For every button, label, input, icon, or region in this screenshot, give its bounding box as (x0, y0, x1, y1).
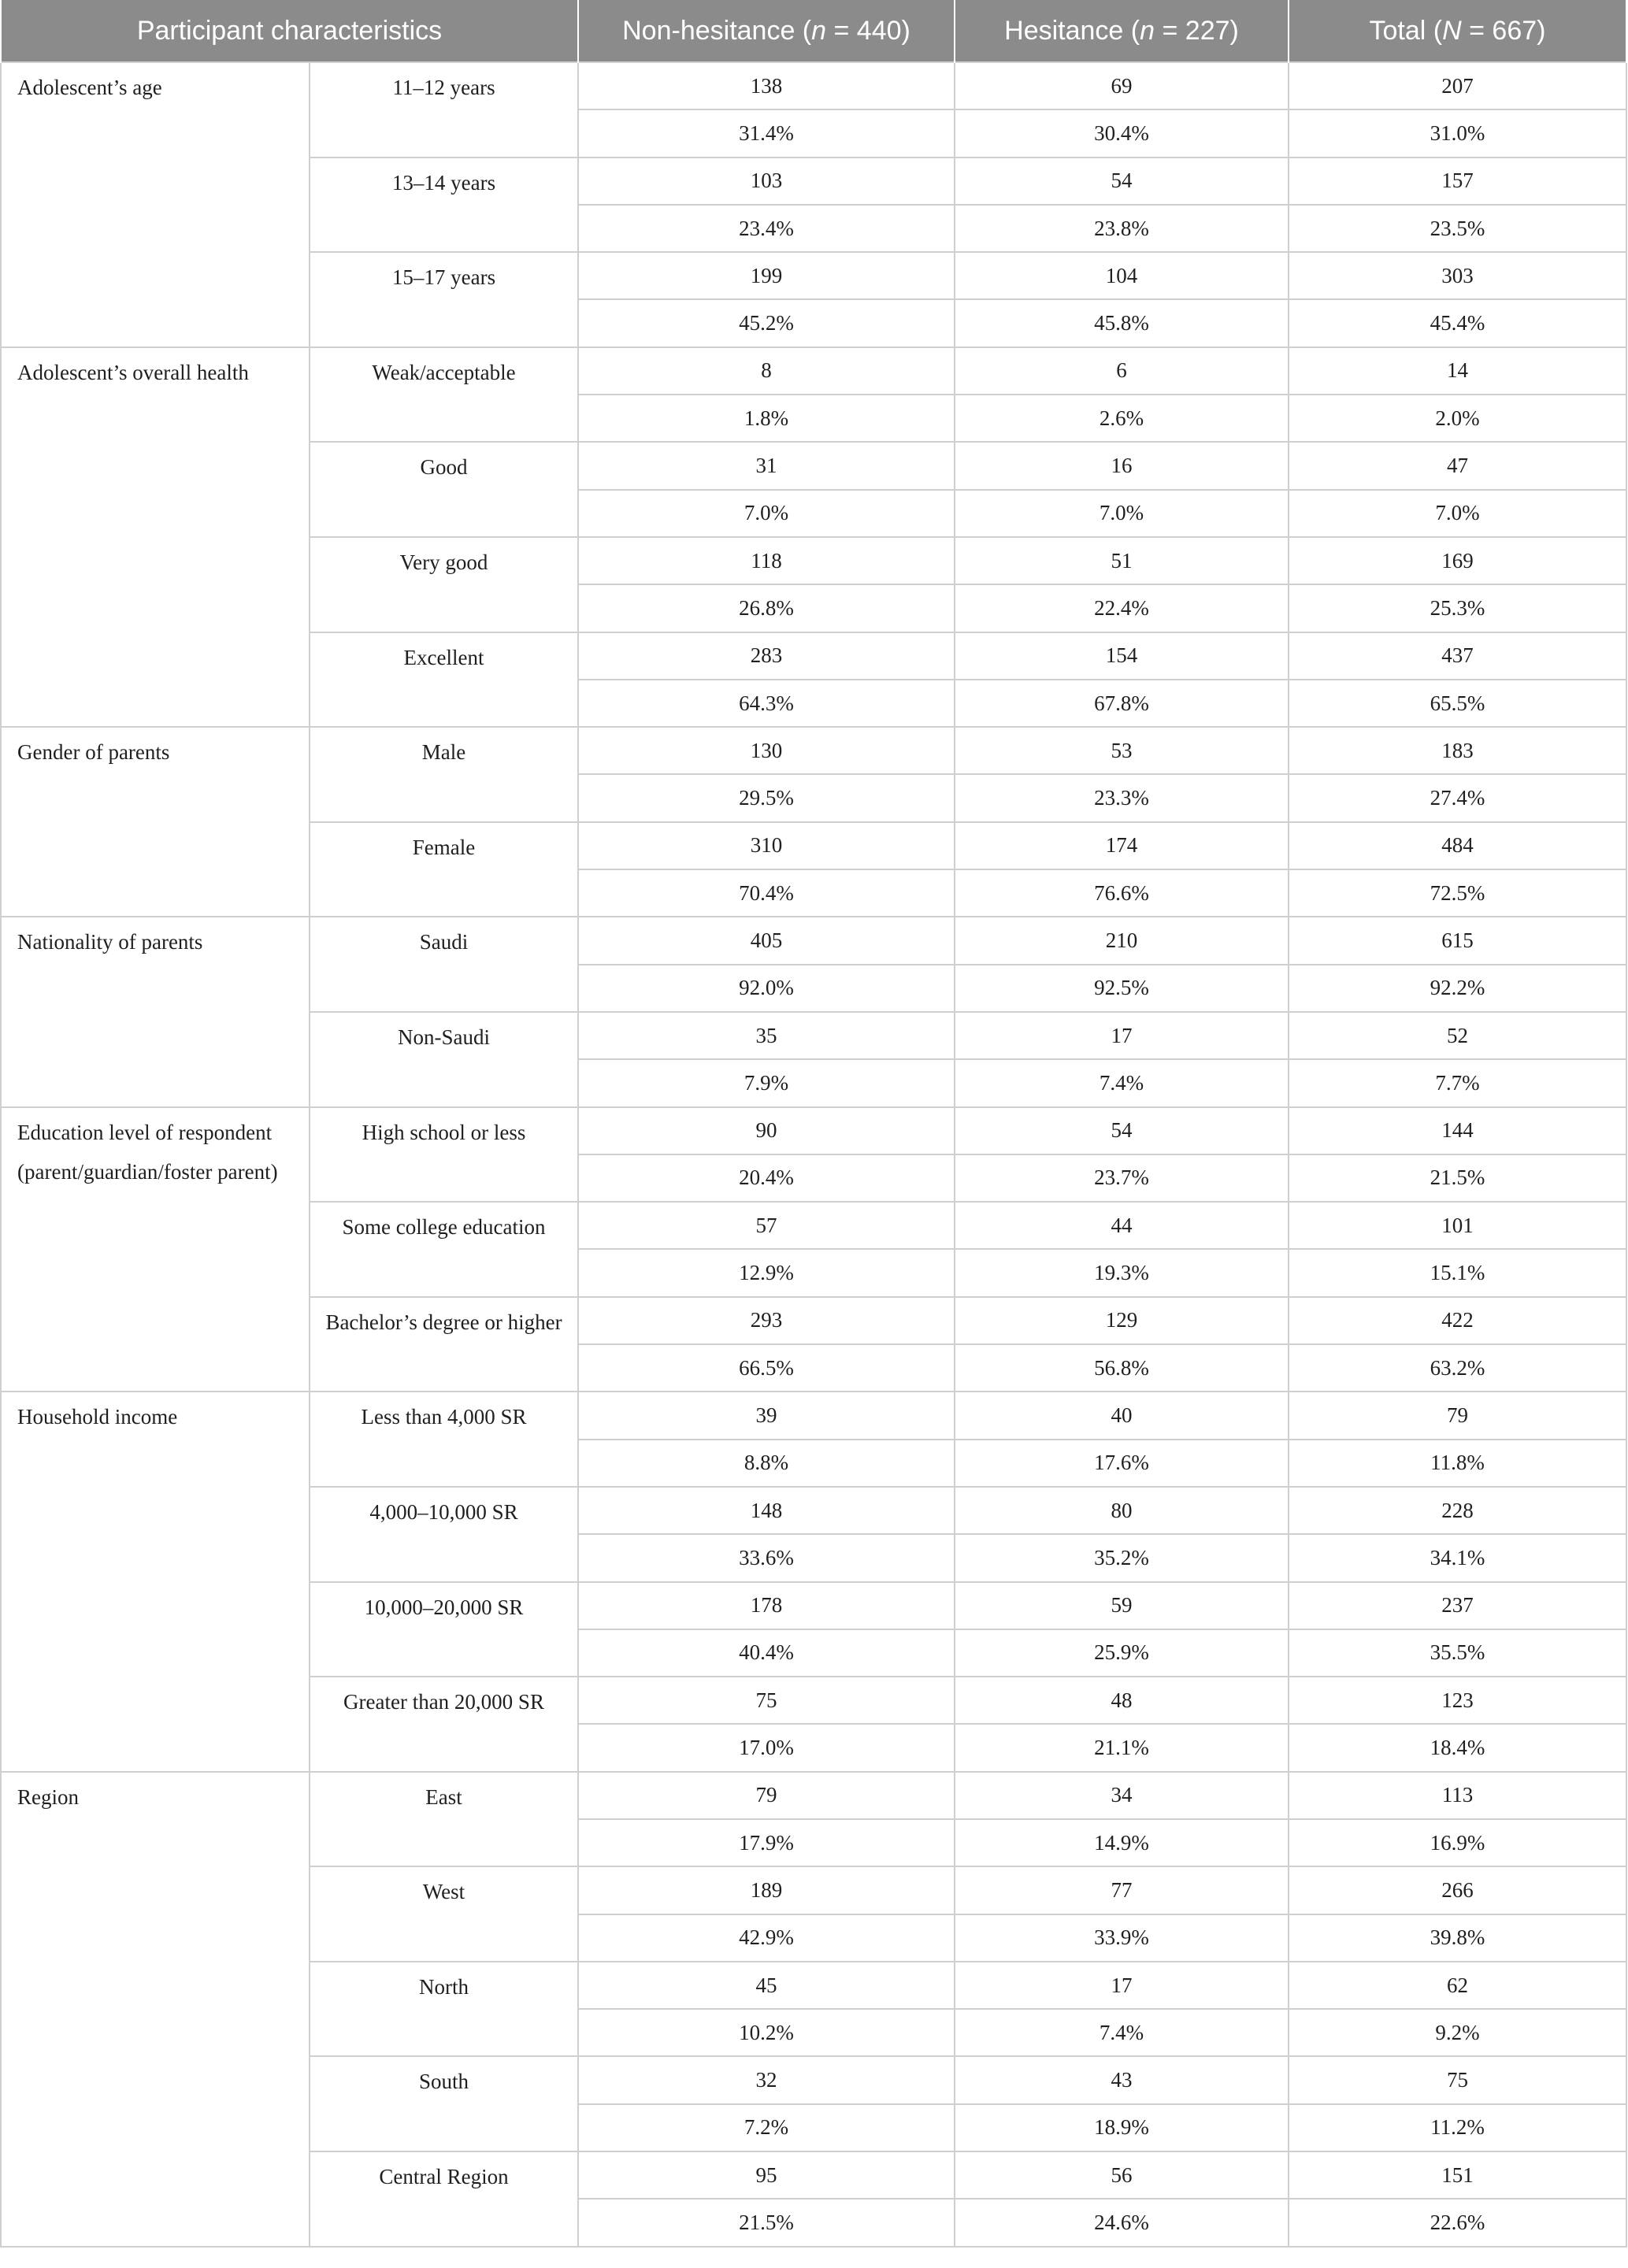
subcategory-label: North (310, 1962, 578, 2057)
subcategory-label: 4,000–10,000 SR (310, 1487, 578, 1582)
total-percent-cell: 7.0% (1289, 490, 1626, 537)
total-percent-cell: 65.5% (1289, 680, 1626, 727)
total-percent-cell: 35.5% (1289, 1629, 1626, 1677)
total-count-cell: 62 (1289, 1962, 1626, 2009)
hesitance-percent-cell: 23.3% (955, 774, 1289, 821)
non-hesitance-percent-cell: 7.0% (578, 490, 955, 537)
hesitance-percent-cell: 30.4% (955, 109, 1289, 157)
subcategory-label: Some college education (310, 1202, 578, 1297)
total-percent-cell: 18.4% (1289, 1724, 1626, 1771)
total-percent-cell: 22.6% (1289, 2199, 1626, 2246)
non-hesitance-count-cell: 32 (578, 2056, 955, 2103)
header-total-label: Total ( (1369, 15, 1443, 46)
hesitance-percent-cell: 23.7% (955, 1154, 1289, 1202)
non-hesitance-count-cell: 199 (578, 252, 955, 299)
total-percent-cell: 27.4% (1289, 774, 1626, 821)
subcategory-label: South (310, 2056, 578, 2151)
total-count-cell: 47 (1289, 442, 1626, 489)
hesitance-percent-cell: 21.1% (955, 1724, 1289, 1771)
subcategory-label: Female (310, 822, 578, 917)
hesitance-count-cell: 34 (955, 1772, 1289, 1819)
header-row (1, 0, 1626, 62)
total-count-cell: 207 (1289, 62, 1626, 109)
non-hesitance-percent-cell: 45.2% (578, 299, 955, 346)
hesitance-percent-cell: 92.5% (955, 965, 1289, 1012)
total-percent-cell: 34.1% (1289, 1534, 1626, 1581)
subcategory-label: Male (310, 727, 578, 822)
hesitance-count-cell: 40 (955, 1392, 1289, 1439)
total-count-cell: 237 (1289, 1582, 1626, 1629)
hesitance-count-cell: 53 (955, 727, 1289, 774)
table-row (1, 727, 1626, 774)
non-hesitance-count-cell: 90 (578, 1107, 955, 1154)
category-label: Household income (1, 1392, 310, 1771)
header-hesitance-label: Hesitance ( (1004, 15, 1140, 46)
subcategory-label: 13–14 years (310, 158, 578, 253)
total-count-cell: 266 (1289, 1866, 1626, 1914)
hesitance-percent-cell: 14.9% (955, 1819, 1289, 1866)
subcategory-label: 10,000–20,000 SR (310, 1582, 578, 1677)
non-hesitance-percent-cell: 17.9% (578, 1819, 955, 1866)
hesitance-count-cell: 51 (955, 537, 1289, 584)
category-label: Region (1, 1772, 310, 2247)
hesitance-percent-cell: 23.8% (955, 205, 1289, 252)
non-hesitance-percent-cell: 20.4% (578, 1154, 955, 1202)
non-hesitance-count-cell: 95 (578, 2151, 955, 2199)
total-count-cell: 437 (1289, 632, 1626, 680)
non-hesitance-percent-cell: 23.4% (578, 205, 955, 252)
header-non-hesitance-label: Non-hesitance ( (622, 15, 812, 46)
total-count-cell: 169 (1289, 537, 1626, 584)
total-percent-cell: 31.0% (1289, 109, 1626, 157)
total-count-cell: 144 (1289, 1107, 1626, 1154)
header-non-hesitance-n: n (811, 15, 827, 46)
hesitance-count-cell: 77 (955, 1866, 1289, 1914)
hesitance-percent-cell: 2.6% (955, 395, 1289, 442)
hesitance-count-cell: 54 (955, 158, 1289, 205)
hesitance-count-cell: 54 (955, 1107, 1289, 1154)
hesitance-percent-cell: 33.9% (955, 1914, 1289, 1962)
category-label: Adolescent’s overall health (1, 347, 310, 727)
total-count-cell: 422 (1289, 1297, 1626, 1344)
subcategory-label: Good (310, 442, 578, 537)
table-row (1, 1392, 1626, 1439)
header-participant-characteristics: Participant characteristics (1, 0, 578, 62)
hesitance-count-cell: 17 (955, 1012, 1289, 1059)
non-hesitance-percent-cell: 26.8% (578, 584, 955, 632)
non-hesitance-percent-cell: 12.9% (578, 1249, 955, 1296)
hesitance-percent-cell: 25.9% (955, 1629, 1289, 1677)
hesitance-count-cell: 43 (955, 2056, 1289, 2103)
subcategory-label: 15–17 years (310, 252, 578, 347)
header-total (1289, 0, 1626, 62)
hesitance-percent-cell: 67.8% (955, 680, 1289, 727)
non-hesitance-count-cell: 35 (578, 1012, 955, 1059)
total-percent-cell: 16.9% (1289, 1819, 1626, 1866)
non-hesitance-percent-cell: 29.5% (578, 774, 955, 821)
header-hesitance-n: n (1140, 15, 1155, 46)
hesitance-count-cell: 104 (955, 252, 1289, 299)
table-row (1, 1107, 1626, 1154)
subcategory-label: Weak/acceptable (310, 347, 578, 443)
non-hesitance-percent-cell: 7.9% (578, 1059, 955, 1106)
hesitance-count-cell: 69 (955, 62, 1289, 109)
hesitance-percent-cell: 7.4% (955, 1059, 1289, 1106)
non-hesitance-count-cell: 310 (578, 822, 955, 869)
subcategory-label: Bachelor’s degree or higher (310, 1297, 578, 1392)
category-label: Nationality of parents (1, 917, 310, 1106)
total-percent-cell: 11.2% (1289, 2104, 1626, 2151)
non-hesitance-percent-cell: 66.5% (578, 1344, 955, 1392)
non-hesitance-count-cell: 8 (578, 347, 955, 395)
header-hesitance-count: = 227) (1155, 15, 1239, 46)
total-count-cell: 157 (1289, 158, 1626, 205)
hesitance-percent-cell: 17.6% (955, 1440, 1289, 1487)
subcategory-label: Less than 4,000 SR (310, 1392, 578, 1487)
hesitance-percent-cell: 18.9% (955, 2104, 1289, 2151)
total-percent-cell: 92.2% (1289, 965, 1626, 1012)
hesitance-percent-cell: 22.4% (955, 584, 1289, 632)
hesitance-count-cell: 48 (955, 1677, 1289, 1724)
non-hesitance-percent-cell: 17.0% (578, 1724, 955, 1771)
subcategory-label: Saudi (310, 917, 578, 1012)
hesitance-count-cell: 210 (955, 917, 1289, 964)
non-hesitance-count-cell: 79 (578, 1772, 955, 1819)
category-label: Gender of parents (1, 727, 310, 917)
non-hesitance-count-cell: 103 (578, 158, 955, 205)
table-row (1, 1772, 1626, 1819)
non-hesitance-percent-cell: 33.6% (578, 1534, 955, 1581)
hesitance-count-cell: 80 (955, 1487, 1289, 1534)
non-hesitance-percent-cell: 8.8% (578, 1440, 955, 1487)
hesitance-percent-cell: 7.4% (955, 2009, 1289, 2056)
non-hesitance-percent-cell: 7.2% (578, 2104, 955, 2151)
non-hesitance-count-cell: 189 (578, 1866, 955, 1914)
non-hesitance-count-cell: 45 (578, 1962, 955, 2009)
total-percent-cell: 7.7% (1289, 1059, 1626, 1106)
hesitance-count-cell: 16 (955, 442, 1289, 489)
non-hesitance-percent-cell: 40.4% (578, 1629, 955, 1677)
total-percent-cell: 25.3% (1289, 584, 1626, 632)
non-hesitance-count-cell: 39 (578, 1392, 955, 1439)
non-hesitance-count-cell: 148 (578, 1487, 955, 1534)
total-count-cell: 183 (1289, 727, 1626, 774)
non-hesitance-percent-cell: 10.2% (578, 2009, 955, 2056)
non-hesitance-count-cell: 138 (578, 62, 955, 109)
subcategory-label: Very good (310, 537, 578, 632)
total-count-cell: 101 (1289, 1202, 1626, 1249)
hesitance-count-cell: 59 (955, 1582, 1289, 1629)
hesitance-percent-cell: 35.2% (955, 1534, 1289, 1581)
non-hesitance-count-cell: 283 (578, 632, 955, 680)
total-percent-cell: 23.5% (1289, 205, 1626, 252)
hesitance-count-cell: 6 (955, 347, 1289, 395)
total-percent-cell: 39.8% (1289, 1914, 1626, 1962)
total-percent-cell: 11.8% (1289, 1440, 1626, 1487)
total-count-cell: 151 (1289, 2151, 1626, 2199)
non-hesitance-percent-cell: 21.5% (578, 2199, 955, 2246)
non-hesitance-count-cell: 75 (578, 1677, 955, 1724)
subcategory-label: 11–12 years (310, 62, 578, 158)
subcategory-label: West (310, 1866, 578, 1962)
category-label: Education level of respondent (parent/guardian/foster parent) (1, 1107, 310, 1392)
hesitance-percent-cell: 56.8% (955, 1344, 1289, 1392)
total-count-cell: 52 (1289, 1012, 1626, 1059)
total-count-cell: 113 (1289, 1772, 1626, 1819)
non-hesitance-percent-cell: 1.8% (578, 395, 955, 442)
non-hesitance-count-cell: 118 (578, 537, 955, 584)
table-row (1, 62, 1626, 109)
total-count-cell: 123 (1289, 1677, 1626, 1724)
non-hesitance-count-cell: 178 (578, 1582, 955, 1629)
hesitance-count-cell: 17 (955, 1962, 1289, 2009)
total-percent-cell: 63.2% (1289, 1344, 1626, 1392)
total-count-cell: 615 (1289, 917, 1626, 964)
total-count-cell: 484 (1289, 822, 1626, 869)
header-total-count: = 667) (1461, 15, 1546, 46)
hesitance-percent-cell: 76.6% (955, 869, 1289, 917)
hesitance-count-cell: 154 (955, 632, 1289, 680)
non-hesitance-count-cell: 293 (578, 1297, 955, 1344)
subcategory-label: Excellent (310, 632, 578, 728)
header-non-hesitance (578, 0, 955, 62)
non-hesitance-count-cell: 405 (578, 917, 955, 964)
total-percent-cell: 9.2% (1289, 2009, 1626, 2056)
hesitance-percent-cell: 19.3% (955, 1249, 1289, 1296)
non-hesitance-count-cell: 31 (578, 442, 955, 489)
subcategory-label: Non-Saudi (310, 1012, 578, 1107)
total-percent-cell: 72.5% (1289, 869, 1626, 917)
non-hesitance-count-cell: 57 (578, 1202, 955, 1249)
table-row (1, 917, 1626, 964)
table-header (1, 0, 1626, 62)
non-hesitance-percent-cell: 64.3% (578, 680, 955, 727)
header-non-hesitance-count: = 440) (826, 15, 910, 46)
hesitance-count-cell: 56 (955, 2151, 1289, 2199)
non-hesitance-percent-cell: 31.4% (578, 109, 955, 157)
total-count-cell: 303 (1289, 252, 1626, 299)
hesitance-count-cell: 44 (955, 1202, 1289, 1249)
non-hesitance-count-cell: 130 (578, 727, 955, 774)
total-count-cell: 228 (1289, 1487, 1626, 1534)
hesitance-count-cell: 129 (955, 1297, 1289, 1344)
subcategory-label: East (310, 1772, 578, 1867)
subcategory-label: Central Region (310, 2151, 578, 2247)
non-hesitance-percent-cell: 70.4% (578, 869, 955, 917)
hesitance-count-cell: 174 (955, 822, 1289, 869)
non-hesitance-percent-cell: 42.9% (578, 1914, 955, 1962)
category-label: Adolescent’s age (1, 62, 310, 347)
hesitance-percent-cell: 45.8% (955, 299, 1289, 346)
total-percent-cell: 45.4% (1289, 299, 1626, 346)
total-count-cell: 79 (1289, 1392, 1626, 1439)
subcategory-label: Greater than 20,000 SR (310, 1677, 578, 1772)
subcategory-label: High school or less (310, 1107, 578, 1203)
header-hesitance (955, 0, 1289, 62)
total-percent-cell: 15.1% (1289, 1249, 1626, 1296)
hesitance-percent-cell: 24.6% (955, 2199, 1289, 2246)
table-body (1, 62, 1626, 2247)
table-row (1, 347, 1626, 395)
total-count-cell: 14 (1289, 347, 1626, 395)
non-hesitance-percent-cell: 92.0% (578, 965, 955, 1012)
header-total-n: N (1442, 15, 1462, 46)
hesitance-percent-cell: 7.0% (955, 490, 1289, 537)
total-percent-cell: 21.5% (1289, 1154, 1626, 1202)
total-percent-cell: 2.0% (1289, 395, 1626, 442)
total-count-cell: 75 (1289, 2056, 1626, 2103)
